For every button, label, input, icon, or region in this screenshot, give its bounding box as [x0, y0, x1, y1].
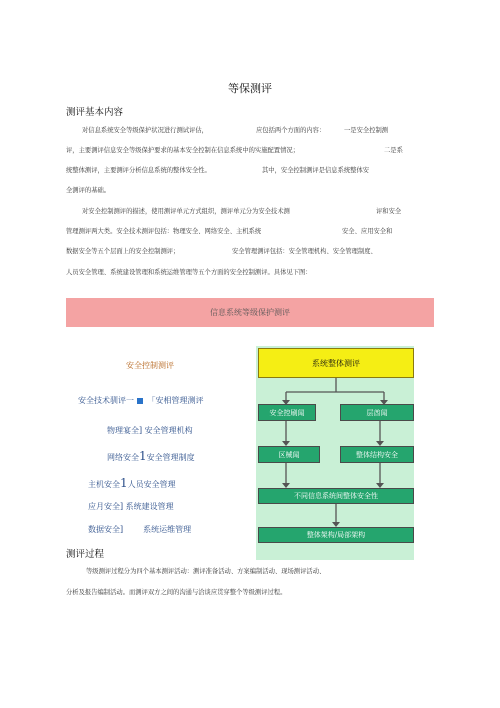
architecture-box: [258, 527, 414, 543]
region-box: [258, 446, 320, 463]
row-right-label: 人员安全管理: [127, 480, 176, 489]
row-separator: 1: [139, 449, 147, 463]
box-label: 安全控刷闻: [269, 408, 305, 417]
paragraph-line: 一是安全控制测: [344, 127, 389, 134]
row-left-label: 网络安全: [107, 453, 139, 462]
section-heading-basic: 测评基本内容: [66, 107, 124, 118]
tech-eval-label: 安全技术驯评一: [78, 396, 134, 405]
diff-system-box: [258, 488, 414, 504]
row-left-label: 数据安全]: [88, 525, 124, 534]
paragraph-line: 对信息系统安全等级保护状况进行测试评估，: [82, 127, 208, 134]
row-separator: 1: [120, 476, 128, 490]
section-heading-process: 测评过程: [66, 549, 105, 560]
mgmt-eval-label: 「安相管理测评: [147, 396, 204, 405]
paragraph-line: 管理测评两大类。安全技术测评包括：物理安全、网络安全、主机系统: [66, 228, 262, 235]
row-right-label: 安全管理机构: [144, 426, 193, 435]
paragraph-line: 其中，安全控制测评是信息系统整体安: [262, 167, 370, 174]
paragraph-line: 评，主要测评信息安全等级保护要求的基本安全控制在信息系统中的实施配置情况；: [66, 147, 299, 154]
paragraph-line: 全测评的基础。: [66, 187, 111, 194]
row-right-label: 安全管理制度: [146, 453, 195, 462]
row-right-label: 系统建设管理: [125, 502, 174, 511]
paragraph-line: 等级测评过程分为四个基本测评活动：测评准备活动、方案编制活动、现场测评活动、: [86, 568, 326, 575]
banner-label: 信息系统等级保护测评: [210, 308, 290, 317]
paragraph-line: 人员安全管理、系统建设管理和系统运维管理等五个方面的安全控制测评。具体见下图：: [66, 269, 312, 276]
paragraph-line: 评和安全: [376, 208, 402, 215]
paragraph-line: 分析及报告编制活动。而测评双方之间的沟通与洽谈应贯穿整个等级测评过程。: [66, 589, 287, 596]
box-label: 不同信息系统间整体安全性: [294, 492, 378, 500]
structure-box: [340, 446, 414, 463]
paragraph-line: 对安全控制测评的描述，使用测评单元方式组织，测评单元分为安全技术测: [82, 208, 290, 215]
paragraph-line: 安全、应用安全和: [342, 228, 393, 235]
box-label: 区械闻: [278, 450, 300, 459]
row-left-label: 物理宴全]: [107, 426, 143, 435]
box-label: 整体架构/局部架构: [306, 531, 366, 539]
paragraph-line: 数据安全等五个层面上的安全控制测评；: [66, 248, 180, 255]
box-label: 整体结构安全: [356, 450, 398, 459]
control-box: [258, 404, 316, 421]
row-right-label: 系统运维管理: [143, 525, 192, 534]
paragraph-line: 应包括两个方面的内容：: [256, 127, 326, 134]
safety-control-label: 安全控制测评: [126, 361, 174, 370]
row-left-label: 应月安全]: [88, 502, 124, 511]
row-left-label: 主机安全: [88, 480, 120, 489]
box-label: 系统整体测评: [312, 358, 360, 368]
system-overall-eval-box: [258, 348, 414, 378]
layer-box: [340, 404, 414, 421]
paragraph-line: 二是系: [384, 147, 403, 154]
paragraph-line: 统整体测评，主要测评分析信息系统的整体安全性。: [66, 167, 211, 174]
box-label: 层酋闻: [366, 408, 388, 417]
document-title: 等保测评: [228, 82, 272, 95]
paragraph-line: 安全管理测评包括：安全管理机构、安全管理制度、: [232, 248, 377, 255]
